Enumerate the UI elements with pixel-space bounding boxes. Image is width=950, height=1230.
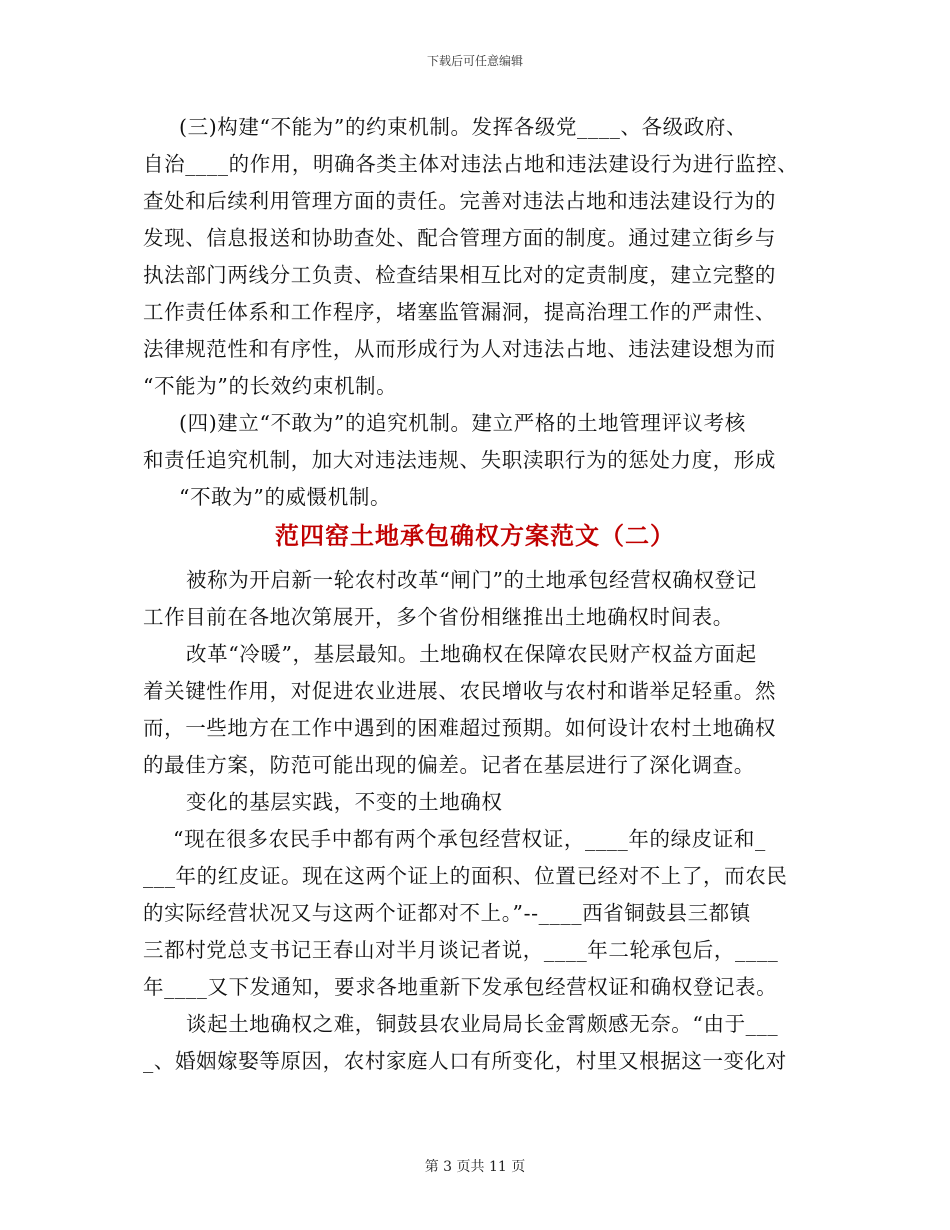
text-line: 自治____的作用，明确各类主体对违法占地和违法建设行为进行监控、 xyxy=(143,152,799,176)
text-line: “不能为”的长效约束机制。 xyxy=(143,374,398,398)
text-line: 工作目前在各地次第展开，多个省份相继推出土地确权时间表。 xyxy=(143,605,734,629)
text-line: 查处和后续利用管理方面的责任。完善对违法占地和违法建设行为的 xyxy=(143,189,776,213)
text-line: 年____又下发通知，要求各地重新下发承包经营权证和确权登记表。 xyxy=(143,975,778,999)
text-line: (四)建立“不敢为”的追究机制。建立严格的土地管理评议考核 xyxy=(179,411,746,435)
text-line: 变化的基层实践，不变的土地确权 xyxy=(186,790,503,814)
text-line: ___年的红皮证。现在这两个证上的面积、位置已经对不上了，而农民 xyxy=(143,864,788,888)
section-title: 范四窑土地承包确权方案范文（二） xyxy=(275,522,675,550)
text-line: 法律规范性和有序性，从而形成行为人对违法占地、违法建设想为而 xyxy=(143,337,776,361)
text-line: 执法部门两线分工负责、检查结果相互比对的定责制度，建立完整的 xyxy=(143,263,776,287)
text-line: “现在很多农民手中都有两个承包经营权证，____年的绿皮证和_ xyxy=(173,827,766,851)
text-line: 谈起土地确权之难，铜鼓县农业局局长金霄颇感无奈。“由于___ xyxy=(186,1012,779,1036)
text-line: (三)构建“不能为”的约束机制。发挥各级党____、各级政府、 xyxy=(179,115,748,139)
body-section-2 xyxy=(143,562,809,1080)
text-line: “不敢为”的威慑机制。 xyxy=(179,485,392,509)
text-line: 的最佳方案，防范可能出现的偏差。记者在基层进行了深化调查。 xyxy=(143,753,755,777)
text-line: 的实际经营状况又与这两个证都对不上。”--____西省铜鼓县三都镇 xyxy=(143,901,751,925)
page-footer: 第 3 页共 11 页 xyxy=(424,1159,526,1175)
text-line: 和责任追究机制，加大对违法违规、失职渎职行为的惩处力度，形成 xyxy=(143,448,776,472)
text-line: 被称为开启新一轮农村改革“闸门”的土地承包经营权确权登记 xyxy=(186,568,757,592)
text-line: 工作责任体系和工作程序，堵塞监管漏洞，提高治理工作的严肃性、 xyxy=(143,300,776,324)
text-line: 改革“冷暖”，基层最知。土地确权在保障农民财产权益方面起 xyxy=(186,642,757,666)
text-line: 着关键性作用，对促进农业进展、农民增收与农村和谐举足轻重。然 xyxy=(143,679,776,703)
body-section-1 xyxy=(143,109,809,516)
page-header: 下载后可任意编辑 xyxy=(426,54,523,68)
text-line: 而，一些地方在工作中遇到的困难超过预期。如何设计农村土地确权 xyxy=(143,716,776,740)
text-line: _、婚姻嫁娶等原因，农村家庭人口有所变化，村里又根据这一变化对 xyxy=(143,1049,787,1073)
text-line: 发现、信息报送和协助查处、配合管理方面的制度。通过建立街乡与 xyxy=(143,226,776,250)
text-line: 三都村党总支书记王春山对半月谈记者说，____年二轮承包后，____ xyxy=(143,938,779,962)
